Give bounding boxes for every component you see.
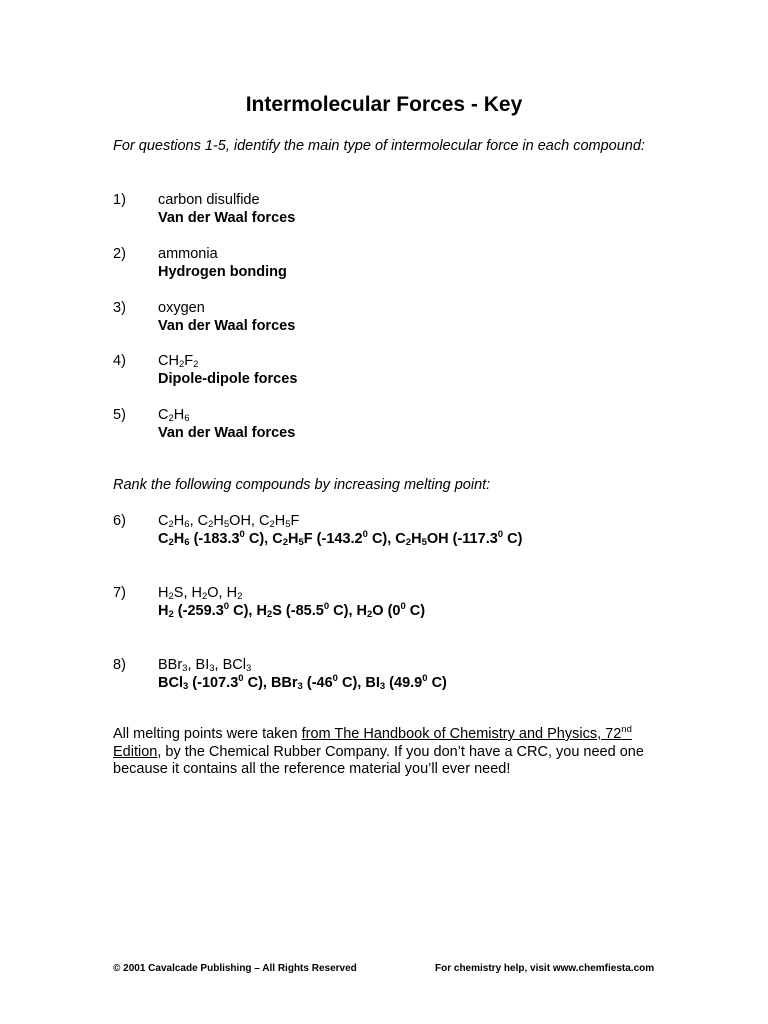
compound-list: BBr$_3$, $BI_3$, BCl$_3$ — [158, 657, 252, 674]
answer: BCl$_3$ (-107.3$^0$ C), BBr$_3$ ($-46^0$ C), $BI_3$ (49.9$^0$ C) — [158, 672, 447, 692]
answer: $H_2$ (-259.3$^0$ C), $H_2S$ (-85.5$^0$ C), $H_2O$ ($0^0$ C) — [158, 600, 426, 620]
compound-name: ammonia — [158, 246, 218, 262]
compound-name: $CH_2F_2$ — [158, 353, 199, 370]
answer: Van der Waal forces — [158, 424, 296, 441]
answer: Van der Waal forces — [158, 317, 296, 334]
compound-list: $C_2H_6$, $C_2H_5OH$, $C_2H_5F$ — [158, 513, 300, 530]
compound-name: $C_2H_6$ — [158, 407, 190, 424]
note-source: from The Handbook of Chemistry and Physics, 72nd Edition — [113, 724, 632, 760]
answer: $C_2H_6$ (-183.3$^0$ C), $C_2H_5F$ (-143.2$^0$ C), $C_2H_5OH$ (-117.3$^0$ C) — [158, 528, 523, 548]
footer-website: For chemistry help, visit www.chemfiesta.com — [435, 963, 655, 974]
question-number: 3) — [113, 300, 126, 316]
question-number: 7) — [113, 585, 126, 601]
answer: Dipole-dipole forces — [158, 370, 298, 387]
question-number: 1) — [113, 192, 126, 208]
answer: Hydrogen bonding — [158, 263, 287, 280]
source-note — [113, 726, 658, 779]
question-number: 2) — [113, 246, 126, 262]
page-title: Intermolecular Forces - Key — [245, 93, 523, 116]
footer-copyright: © 2001 Cavalcade Publishing – All Rights Reserved — [113, 963, 357, 974]
question-number: 6) — [113, 513, 126, 529]
compound-name: carbon disulfide — [158, 192, 260, 208]
instructions-identify: For questions 1-5, identify the main type of intermolecular force in each compound: — [113, 138, 645, 154]
compound-list: $H_2S$, $H_2O$, $H_2$ — [158, 585, 243, 602]
instructions-rank: Rank the following compounds by increasing melting point: — [113, 477, 491, 493]
question-number: 5) — [113, 407, 126, 423]
answer: Van der Waal forces — [158, 209, 296, 226]
note-suffix: , by the Chemical Rubber Company. If you don’t have a CRC, you need one because it contains all the reference material you’ll ever need! — [113, 743, 644, 777]
note-prefix: All melting points were taken — [113, 726, 302, 742]
question-number: 8) — [113, 657, 126, 673]
compound-name: oxygen — [158, 300, 205, 316]
question-number: 4) — [113, 353, 126, 369]
